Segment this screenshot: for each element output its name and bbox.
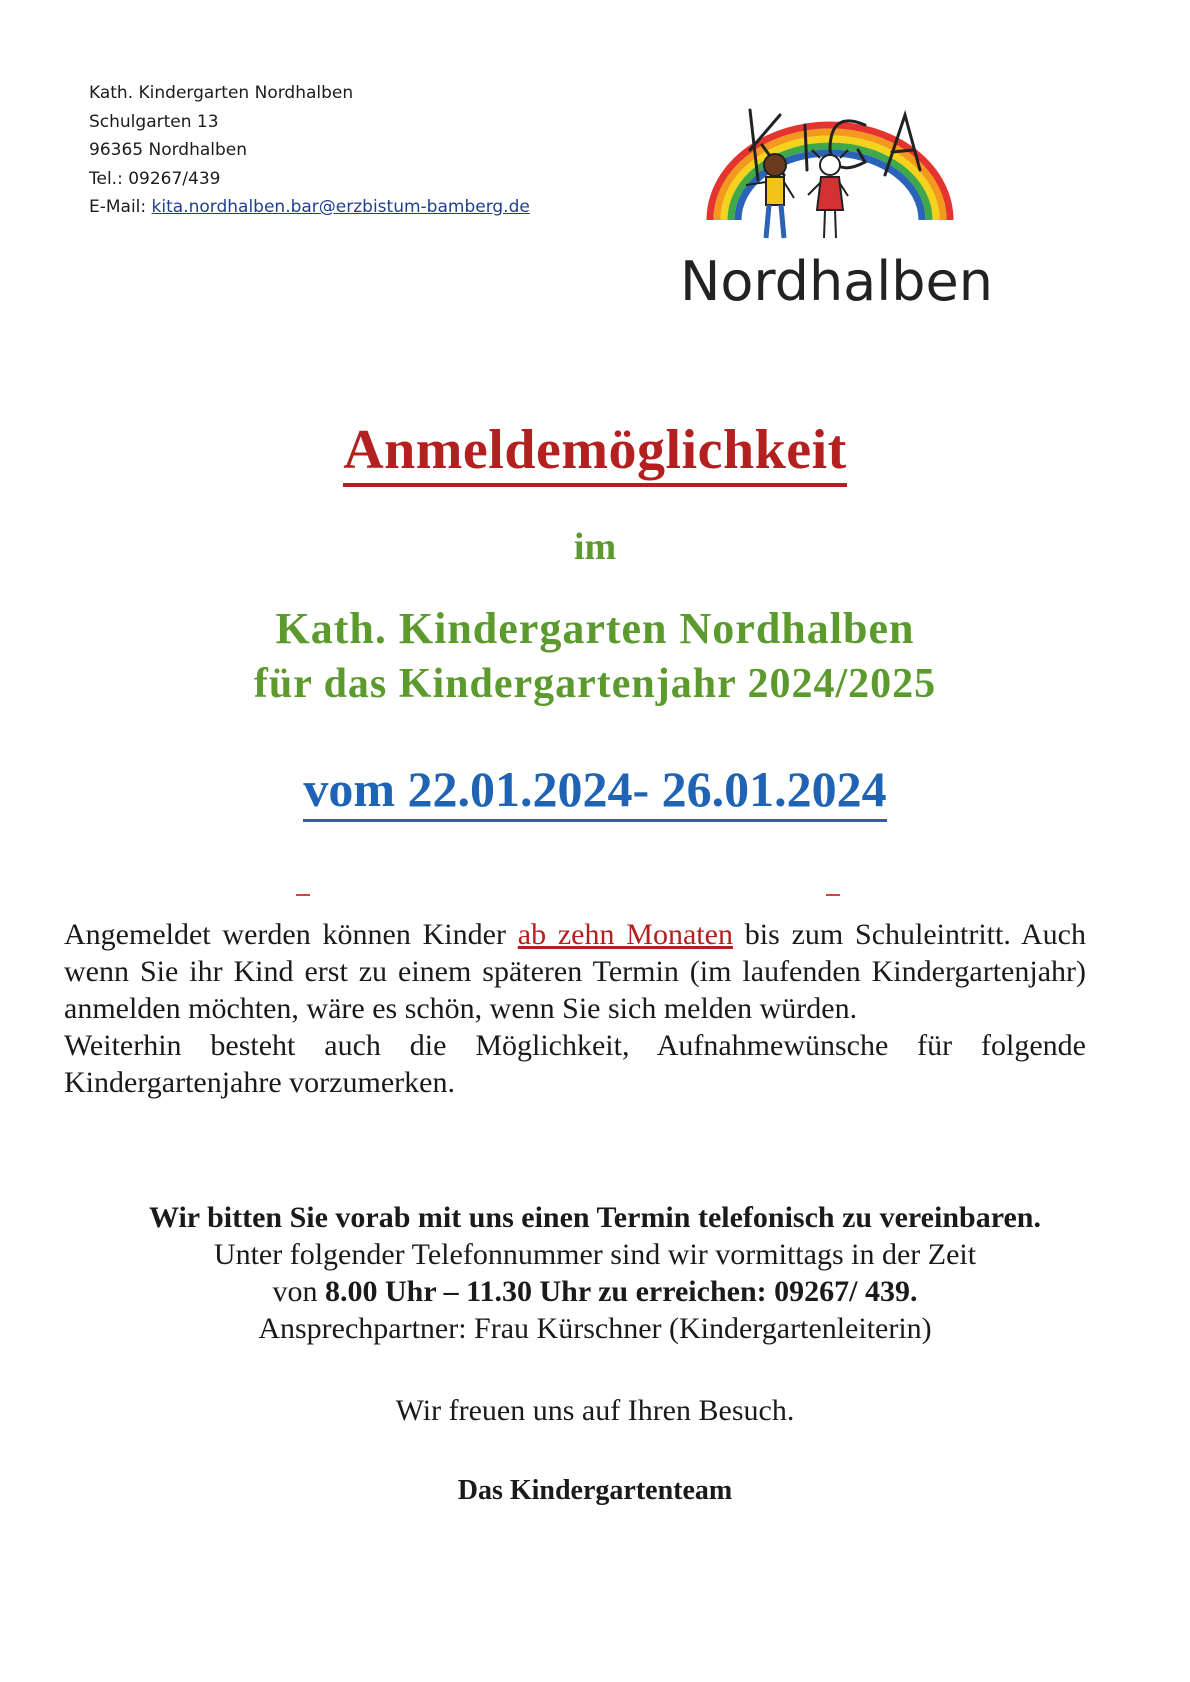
closing-thanks: Wir freuen uns auf Ihren Besuch. [395, 1394, 795, 1427]
signature-team: Das Kindergartenteam [457, 1475, 733, 1506]
appointment-request: Wir bitten Sie vorab mit uns einen Termin telefonisch zu vereinbaren. [149, 1201, 1041, 1234]
p1-start: Angemeldet werden können Kinder [64, 918, 518, 951]
date-range: vom 22.01.2024- 26.01.2024 [303, 761, 886, 822]
email-label: E-Mail: [89, 197, 152, 217]
address-block [89, 79, 530, 222]
contact-person: Ansprechpartner: Frau Kürschner (Kindergartenleiterin) [258, 1312, 932, 1345]
heading-year: für das Kindergartenjahr 2024/2025 [253, 661, 937, 707]
email-link[interactable]: kita.nordhalben.bar@erzbistum-bamberg.de [151, 197, 530, 217]
address-email-row [89, 193, 530, 222]
scan-mark [296, 894, 310, 896]
paragraph-reservation: Weiterhin besteht auch die Möglichkeit, Aufnahmewünsche für folgende Kindergartenjahre vorzumerken. [64, 1029, 1086, 1099]
scan-mark [826, 894, 840, 896]
registration-period [0, 760, 1190, 818]
address-phone: Tel.: 09267/439 [89, 168, 221, 189]
contact-block [0, 1199, 1190, 1347]
kiga-logo [680, 70, 994, 340]
heading-kindergarten: Kath. Kindergarten Nordhalben [275, 604, 915, 653]
age-highlight: ab zehn Monaten [517, 918, 733, 951]
address-name: Kath. Kindergarten Nordhalben [89, 83, 354, 103]
logo-town-name: Nordhalben [680, 250, 994, 313]
rainbow-children-icon [680, 70, 980, 260]
body-text [64, 916, 1086, 1101]
phone-hours [0, 1273, 1190, 1310]
p1-end: bis zum Schuleintritt. Auch wenn Sie ihr Kind erst zu einem späteren Termin (im laufenden Kindergartenjahr) anmelden möchten, wäre es schön, wenn Sie sich melden würden. [64, 918, 1086, 1025]
paragraph-eligibility [64, 916, 1086, 1027]
address-city: 96365 Nordhalben [89, 140, 248, 160]
page-title [0, 418, 1190, 482]
heading-im: im [573, 526, 617, 568]
address-street: Schulgarten 13 [89, 111, 219, 132]
phone-hours-intro: Unter folgender Telefonnummer sind wir vormittags in der Zeit [213, 1238, 977, 1271]
hours-prefix: von [272, 1275, 325, 1308]
hours-and-number: 8.00 Uhr – 11.30 Uhr zu erreichen: 09267/ 439. [325, 1275, 918, 1308]
title-text: Anmeldemöglichkeit [343, 419, 847, 487]
